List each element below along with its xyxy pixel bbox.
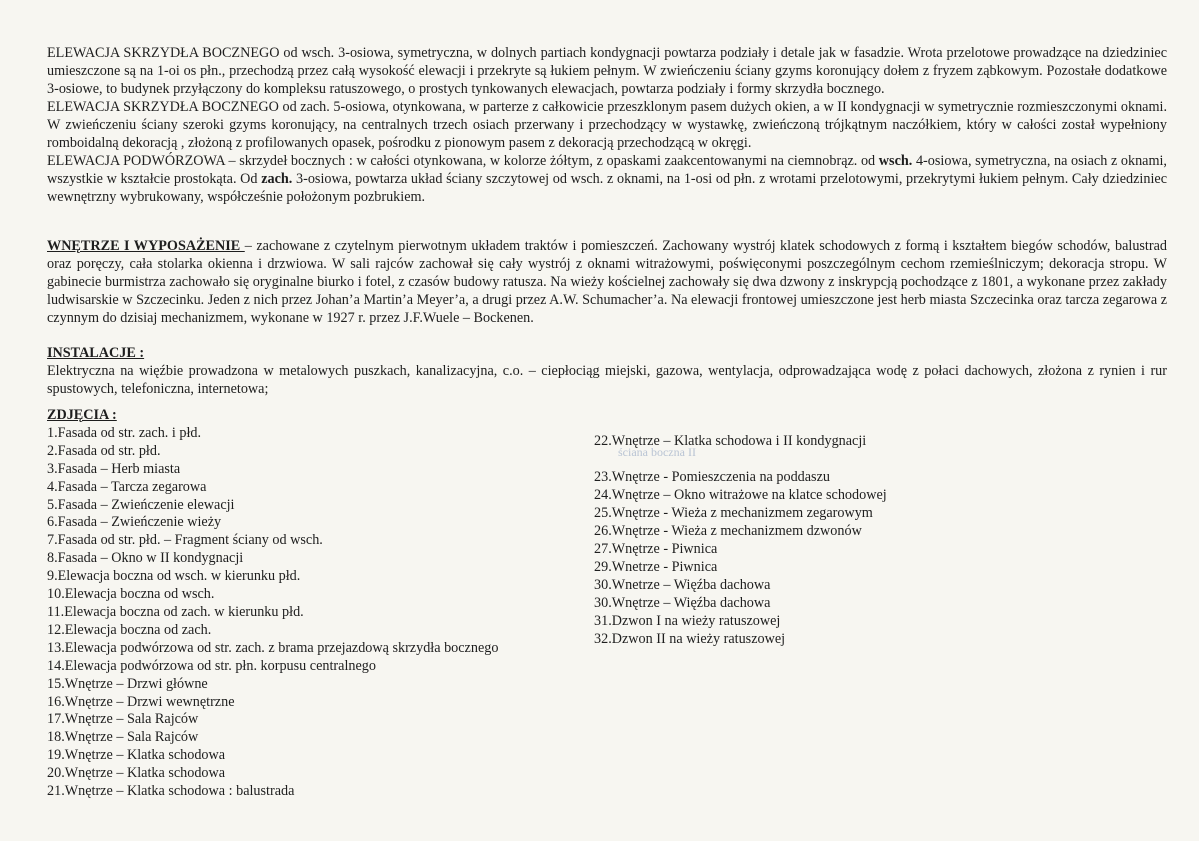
podworzowa-text-1: ELEWACJA PODWÓRZOWA – skrzydeł bocznych : w całości otynkowana, w kolorze żółtym, z opaskami zaakcentowanymi na ciemnobrąz. od: [47, 153, 879, 169]
list-item: 26.Wnętrze - Wieża z mechanizmem dzwonów: [594, 523, 862, 539]
list-item: 27.Wnętrze - Piwnica: [594, 541, 718, 557]
list-item: 4.Fasada – Tarcza zegarowa: [47, 478, 207, 495]
list-item: 11.Elewacja boczna od zach. w kierunku płd.: [47, 603, 304, 620]
list-item: 32.Dzwon II na wieży ratuszowej: [594, 631, 786, 647]
section-instalacje: [47, 344, 1167, 398]
list-item: 7.Fasada od str. płd. – Fragment ściany od wsch.: [47, 532, 323, 549]
list-item: 16.Wnętrze – Drzwi wewnętrzne: [47, 693, 235, 710]
list-item: 1.Fasada od str. zach. i płd.: [47, 424, 202, 441]
wnetrze-text: – zachowane z czytelnym pierwotnym układem traktów i pomieszczeń. Zachowany wystrój klatek schodowych z formą i kształtem biegów schodów, balustrad oraz poręczy, cała stolarka okienna i drzwiowa. W sali rajców zachował się cały wystrój z oknami witrażowymi, poświęconymi poszczególnym cechom rzemieślniczym; dekoracja stropu. W gabinecie burmistrza zachowało się oryginalne biurko i fotel, z czasów budowy ratusza. Na wieży kościelnej zachowały się dwa dzwony z inskrypcją pochodzące z 1801, a wykonane przez zakłady ludwisarskie w Szczecinku. Jeden z nich przez Johan’a Martin’a Meyer’a, a drugi przez A.W. Schumacher’a. Na elewacji frontowej umieszczone jest herb miasta Szczecinka oraz tarcza zegarowa z czynnym do dzisiaj mechanizmem, wykonane w 1927 r. przez J.F.Wuele – Bockenen.: [47, 238, 1167, 326]
list-item: 2.Fasada od str. płd.: [47, 442, 161, 459]
faint-bleed-through-text: ściana boczna II: [618, 445, 696, 459]
list-item: 8.Fasada – Okno w II kondygnacji: [47, 550, 244, 567]
list-item: 30.Wnetrze – Więźba dachowa: [594, 577, 771, 593]
list-item: 21.Wnętrze – Klatka schodowa : balustrada: [47, 783, 295, 800]
list-item: 18.Wnętrze – Sala Rajców: [47, 729, 199, 746]
list-item: 9.Elewacja boczna od wsch. w kierunku płd.: [47, 568, 301, 585]
heading-wnetrze: WNĘTRZE I WYPOSAŻENIE: [47, 238, 245, 254]
paragraph-elewacja-podworzowa: [47, 152, 1167, 206]
heading-zdjecia: ZDJĘCIA :: [47, 407, 117, 423]
paragraph-elewacja-wsch: ELEWACJA SKRZYDŁA BOCZNEGO od wsch. 3-osiowa, symetryczna, w dolnych partiach kondygnacji powtarza podziały i detale jak w fasadzie. Wrota przelotowe prowadzące na dziedziniec umieszczone są na 1-oi os płn., przechodzą przez całą wysokość elewacji i przekryte są łukiem pełnym. W zwieńczeniu ściany gzyms koronujący dołem z fryzem ząbkowym. Pozostałe dodatkowe 3-osiowe, to budynek przyłączony do kompleksu ratuszowego, o prostych tynkowanych elewacjach, powtarza podziały i formy skrzydła bocznego.: [47, 45, 1167, 97]
section-wnetrze: [47, 237, 1167, 327]
list-item: 5.Fasada – Zwieńczenie elewacji: [47, 496, 235, 513]
heading-instalacje: INSTALACJE :: [47, 345, 145, 361]
list-item: 15.Wnętrze – Drzwi główne: [47, 675, 208, 692]
list-item: 29.Wnetrze - Piwnica: [594, 559, 718, 575]
list-item: 17.Wnętrze – Sala Rajców: [47, 711, 199, 728]
list-item: 23.Wnętrze - Pomieszczenia na poddaszu: [594, 469, 830, 485]
paragraph-elewacja-zach: ELEWACJA SKRZYDŁA BOCZNEGO od zach. 5-osiowa, otynkowana, w parterze z całkowicie przeszklonym pasem dużych okien, a w II kondygnacji w symetrycznie rozmieszczonymi oknami. W zwieńczeniu ściany szeroki gzyms koronujący, na centralnych trzech osiach przerwany i przechodzący w wystawkę, zwieńczoną trójkątnym naczółkiem, który w całości został wypełniony romboidalną dekoracją , złożoną z profilowanych opasek, pośrodku z pionowym pasem z dekoracją przechodzącą w okręgi.: [47, 99, 1167, 151]
list-item: 12.Elewacja boczna od zach.: [47, 621, 212, 638]
list-item: 6.Fasada – Zwieńczenie wieży: [47, 514, 222, 531]
podworzowa-bold-wsch: wsch.: [878, 153, 913, 169]
list-item: 22.Wnętrze – Klatka schodowa i II kondygnacji: [594, 433, 867, 449]
elevation-descriptions: [47, 44, 1167, 206]
photo-list-left: [47, 407, 498, 801]
list-item: 10.Elewacja boczna od wsch.: [47, 586, 215, 603]
list-item: 30.Wnętrze – Więźba dachowa: [594, 595, 771, 611]
list-item: 24.Wnętrze – Okno witrażowe na klatce schodowej: [594, 487, 887, 503]
list-item: 14.Elewacja podwórzowa od str. płn. korpusu centralnego: [47, 657, 376, 674]
list-item: 19.Wnętrze – Klatka schodowa: [47, 747, 226, 764]
list-item: 13.Elewacja podwórzowa od str. zach. z brama przejazdową skrzydła bocznego: [47, 639, 499, 656]
podworzowa-text-2: 4-osiowa, symetryczna, na osiach z oknami, wszystkie w kształcie prostokąta. Od: [47, 153, 1167, 187]
podworzowa-bold-zach: zach.: [261, 171, 293, 187]
instalacje-text: Elektryczna na więźbie prowadzona w metalowych puszkach, kanalizacyjna, c.o. – ciepłociąg miejski, gazowa, wentylacja, odprowadzająca wodę z połaci dachowych, złożona z rynien i rur spustowych, telefoniczna, internetowa;: [47, 363, 1167, 397]
list-item: 20.Wnętrze – Klatka schodowa: [47, 765, 226, 782]
list-item: 31.Dzwon I na wieży ratuszowej: [594, 613, 781, 629]
podworzowa-text-3: 3-osiowa, powtarza układ ściany szczytowej od wsch. z oknami, na 1-osi od płn. z wrotami przelotowymi, przekrytymi łukiem pełnym. Cały dziedziniec wewnętrzny wybrukowany, współcześnie położonym pozbrukiem.: [47, 171, 1167, 205]
list-item: 25.Wnętrze - Wieża z mechanizmem zegarowym: [594, 505, 873, 521]
photo-list-right: [594, 432, 887, 648]
list-item: 3.Fasada – Herb miasta: [47, 460, 181, 477]
